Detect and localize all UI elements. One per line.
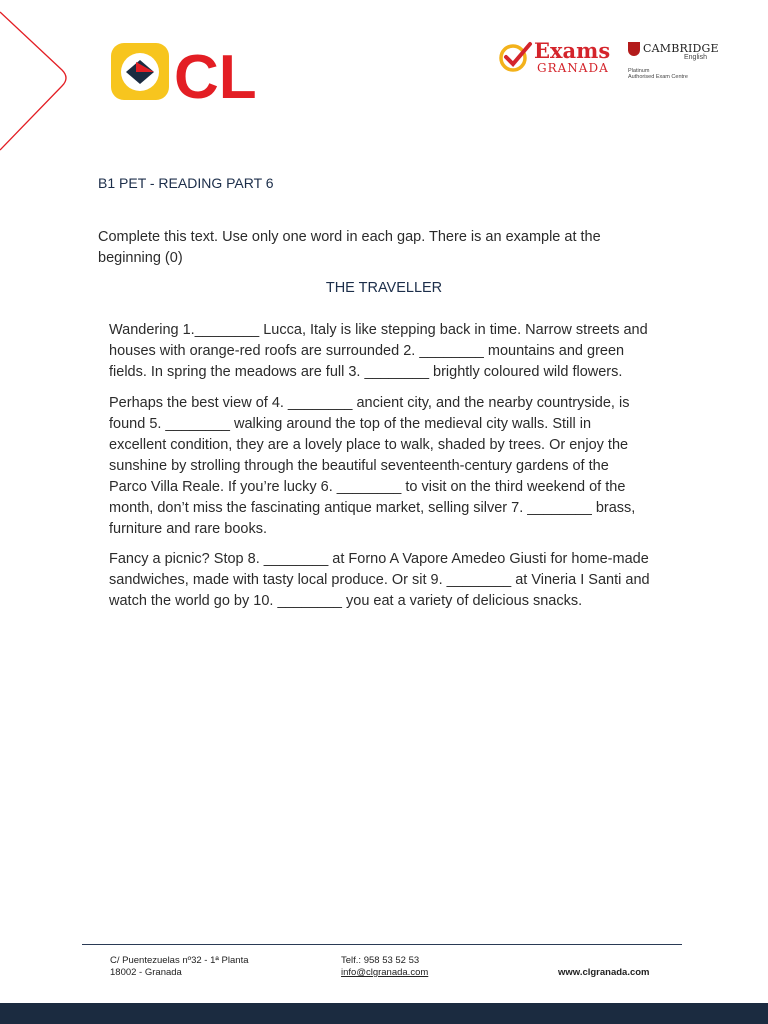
footer-address-line2: 18002 - Granada [110, 967, 182, 978]
footer-divider [82, 944, 682, 945]
footer-bar [0, 1003, 768, 1024]
paragraph-2: Perhaps the best view of 4. ________ ancient city, and the nearby countryside, is found 5. ________ walking around the top of the medieval city walls. Still in excellent condition, they are a lovely place to walk, shaded by trees. Or enjoy the sunshine by strolling through the beautiful seventeenth-century gardens of the Parco Villa Reale. If you’re lucky 6. ________ to visit on the third weekend of the month, don’t miss the fascinating antique market, selling silver 7. ________ brass, furniture and rare books. [109, 395, 636, 537]
cambridge-sub: English [684, 54, 707, 61]
cambridge-platinum: Platinum [628, 68, 650, 74]
corner-decoration [0, 0, 80, 160]
checkmark-icon [498, 40, 534, 74]
footer-email-link[interactable]: info@clgranada.com [341, 967, 429, 978]
exams-granada-logo [534, 40, 610, 74]
shield-icon [628, 42, 640, 56]
text-title: THE TRAVELLER [325, 280, 443, 296]
footer-phone: Telf.: 958 53 52 53 [341, 955, 420, 966]
cambridge-centre: Authorised Exam Centre [628, 74, 688, 80]
exams-word: Exams [534, 38, 611, 63]
paragraph-1: Wandering 1.________ Lucca, Italy is like stepping back in time. Narrow streets and houses with orange-red roofs are surrounded 2. ________ mountains and green fields. In spring the meadows are full 3. ________ brightly coloured wild flowers. [109, 322, 648, 380]
cambridge-word: CAMBRIDGE [643, 42, 719, 55]
footer-address-line1: C/ Puentezuelas nº32 - 1ª Planta [110, 955, 249, 966]
instructions: Complete this text. Use only one word in each gap. There is an example at the beginning (0) [98, 229, 601, 266]
granada-word: GRANADA [537, 61, 609, 75]
paragraph-3: Fancy a picnic? Stop 8. ________ at Forno A Vapore Amedeo Giusti for home-made sandwiches, made with tasty local produce. Or sit 9. ________ at Vineria I Santi and watch the world go by 10. ________ you eat a variety of delicious snacks. [109, 551, 650, 609]
cl-logo-text: CL [174, 43, 257, 102]
footer-website[interactable]: www.clgranada.com [558, 967, 650, 978]
cl-logo [110, 42, 280, 107]
page-heading: B1 PET - READING PART 6 [98, 175, 274, 191]
